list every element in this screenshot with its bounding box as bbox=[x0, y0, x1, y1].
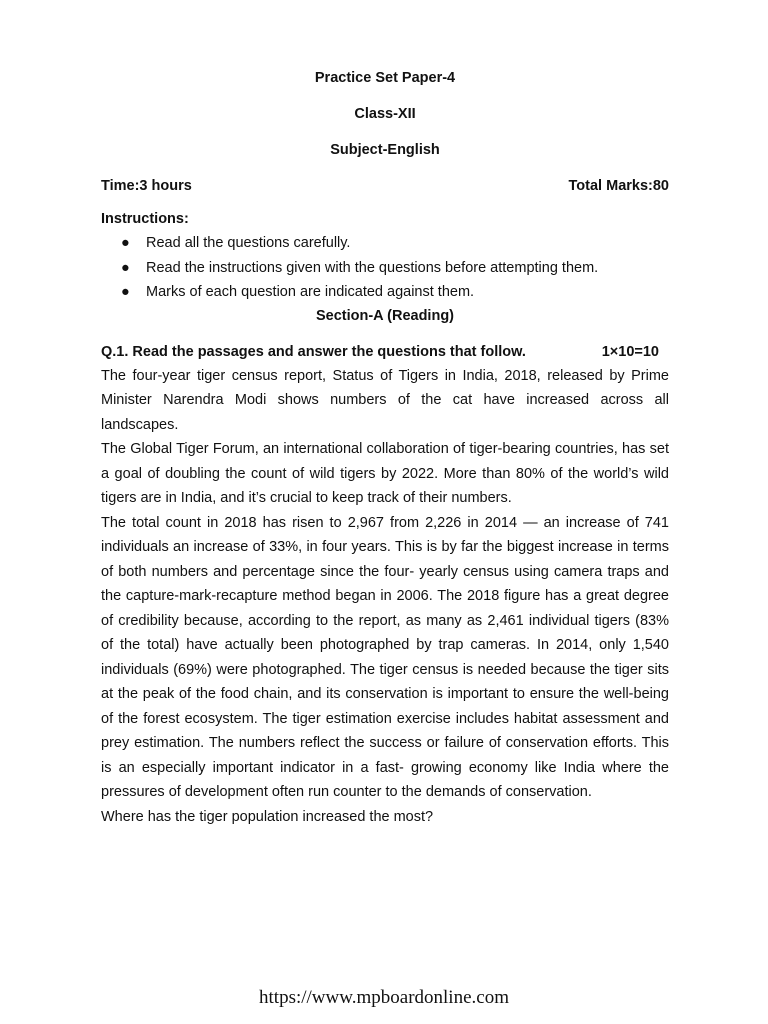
bullet-icon: ● bbox=[121, 235, 130, 251]
question-header bbox=[101, 342, 669, 362]
question-marks: 1×10=10 bbox=[601, 343, 659, 360]
exam-meta-row bbox=[101, 176, 669, 196]
section-heading: Section-A (Reading) bbox=[315, 307, 455, 324]
footer-url: https://www.mpboardonline.com bbox=[259, 987, 509, 1008]
instruction-item bbox=[121, 280, 669, 305]
passage-paragraph: The Global Tiger Forum, an international collaboration of tiger-bearing countries, has set a goal of doubling the count of wild tigers by 2022. More than 80% of the world’s wild tigers are in India, and it’s crucial to keep track of their numbers. bbox=[101, 441, 669, 506]
instruction-text: Read all the questions carefully. bbox=[146, 235, 351, 251]
time-label: Time:3 hours bbox=[101, 178, 192, 194]
instructions-list bbox=[101, 231, 669, 305]
instruction-item bbox=[121, 231, 669, 256]
question-prompt: Q.1. Read the passages and answer the questions that follow. bbox=[101, 343, 526, 360]
bullet-icon: ● bbox=[121, 284, 130, 300]
passage-paragraph: The total count in 2018 has risen to 2,967 from 2,226 in 2014 — an increase of 741 individuals an increase of 33%, in four years. This is by far the biggest increase in terms of both numbers and percentage since the four- yearly census using camera traps and the capture-mark-recapture method began in 2006. The 2018 figure has a great degree of credibility because, according to the report, as many as 2,461 individual tigers (83% of the total) have actually been photographed by trap cameras. In 2014, only 1,540 individuals (69%) were photographed. The tiger census is needed because the tiger sits at the peak of the food chain, and its conservation is important to ensure the well-being of the forest ecosystem. The tiger estimation exercise includes habitat assessment and prey estimation. The numbers reflect the success or failure of conservation efforts. This is an especially important indicator in a fast- growing economy like India where the pressures of development often run counter to the demands of conservation. bbox=[101, 514, 669, 800]
instruction-text: Read the instructions given with the questions before attempting them. bbox=[146, 259, 599, 276]
subject-label: Subject-English bbox=[330, 142, 440, 158]
document-page bbox=[101, 68, 669, 829]
paper-title: Practice Set Paper-4 bbox=[314, 70, 456, 86]
bullet-icon: ● bbox=[121, 259, 130, 276]
instruction-item bbox=[121, 256, 669, 281]
passage-paragraph: The four-year tiger census report, Status of Tigers in India, 2018, released by Prime Minister Narendra Modi shows numbers of the cat have increased across all landscapes. bbox=[101, 367, 669, 433]
instructions-heading: Instructions: bbox=[101, 211, 189, 227]
sub-question: Where has the tiger population increased the most? bbox=[101, 808, 434, 825]
class-label: Class-XII bbox=[354, 106, 416, 122]
total-marks-label: Total Marks:80 bbox=[568, 178, 669, 194]
instruction-text: Marks of each question are indicated against them. bbox=[146, 284, 475, 300]
